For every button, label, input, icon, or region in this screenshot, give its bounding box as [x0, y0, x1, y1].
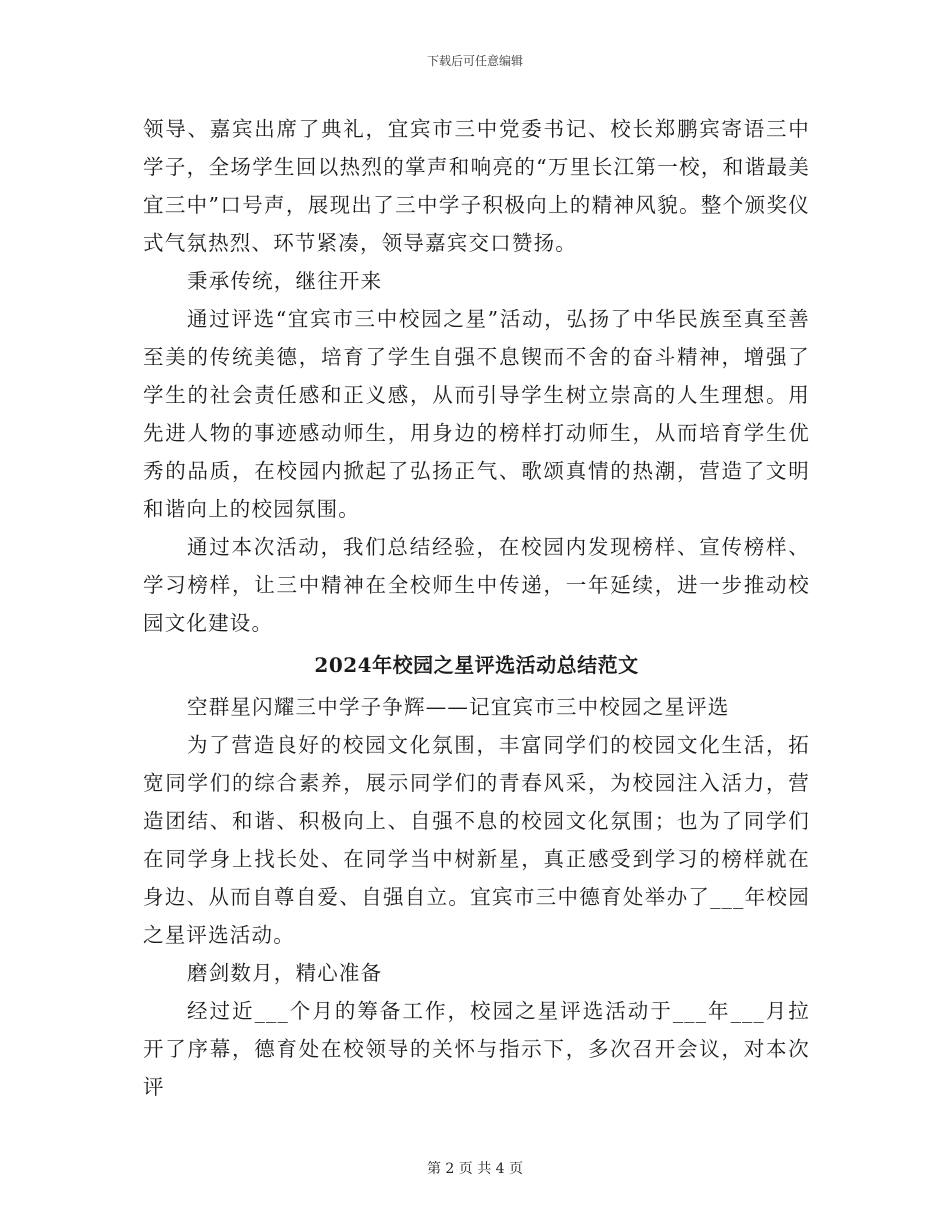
paragraph-6: 为了营造良好的校园文化氛围，丰富同学们的校园文化生活，拓宽同学们的综合素养，展示同学们的青春风采，为校园注入活力，营造团结、和谐、积极向上、自强不息的校园文化氛围；也为了同学们在同学身上找长处、在同学当中树新星，真正感受到学习的榜样就在身边、从而自尊自爱、自强自立。宜宾市三中德育处举办了___年校园之星评选活动。 — [143, 733, 810, 947]
document-body — [143, 110, 810, 1106]
article-title: 2024年校园之星评选活动总结范文 — [314, 653, 639, 677]
section-subtitle-1: 秉承传统，继往开来 — [187, 269, 383, 293]
paragraph-4: 通过本次活动，我们总结经验，在校园内发现榜样、宣传榜样、学习榜样，让三中精神在全校师生中传递，一年延续，进一步推动校园文化建设。 — [143, 535, 810, 635]
paragraph-1: 领导、嘉宾出席了典礼，宜宾市三中党委书记、校长郑鹏宾寄语三中学子，全场学生回以热烈的掌声和响亮的“万里长江第一校，和谐最美宜三中”口号声，展现出了三中学子积极向上的精神风貌。整个颁奖仪式气氛热烈、环节紧凑，领导嘉宾交口赞扬。 — [143, 117, 810, 255]
page-header: 下载后可任意编辑 — [426, 54, 523, 68]
section-subtitle-2: 磨剑数月，精心准备 — [187, 961, 383, 985]
paragraph-8: 经过近___个月的筹备工作，校园之星评选活动于___年___月拉开了序幕，德育处在校领导的关怀与指示下，多次召开会议，对本次评 — [143, 999, 810, 1099]
article-subtitle: 空群星闪耀三中学子争辉——记宜宾市三中校园之星评选 — [187, 695, 730, 719]
paragraph-3: 通过评选“宜宾市三中校园之星”活动，弘扬了中华民族至真至善至美的传统美德，培育了学生自强不息锲而不舍的奋斗精神，增强了学生的社会责任感和正义感，从而引导学生树立崇高的人生理想。用先进人物的事迹感动师生，用身边的榜样打动师生，从而培育学生优秀的品质，在校园内掀起了弘扬正气、歌颂真情的热潮，营造了文明和谐向上的校园氛围。 — [143, 307, 810, 521]
page-footer: 第 2 页 共 4 页 — [426, 1161, 524, 1177]
